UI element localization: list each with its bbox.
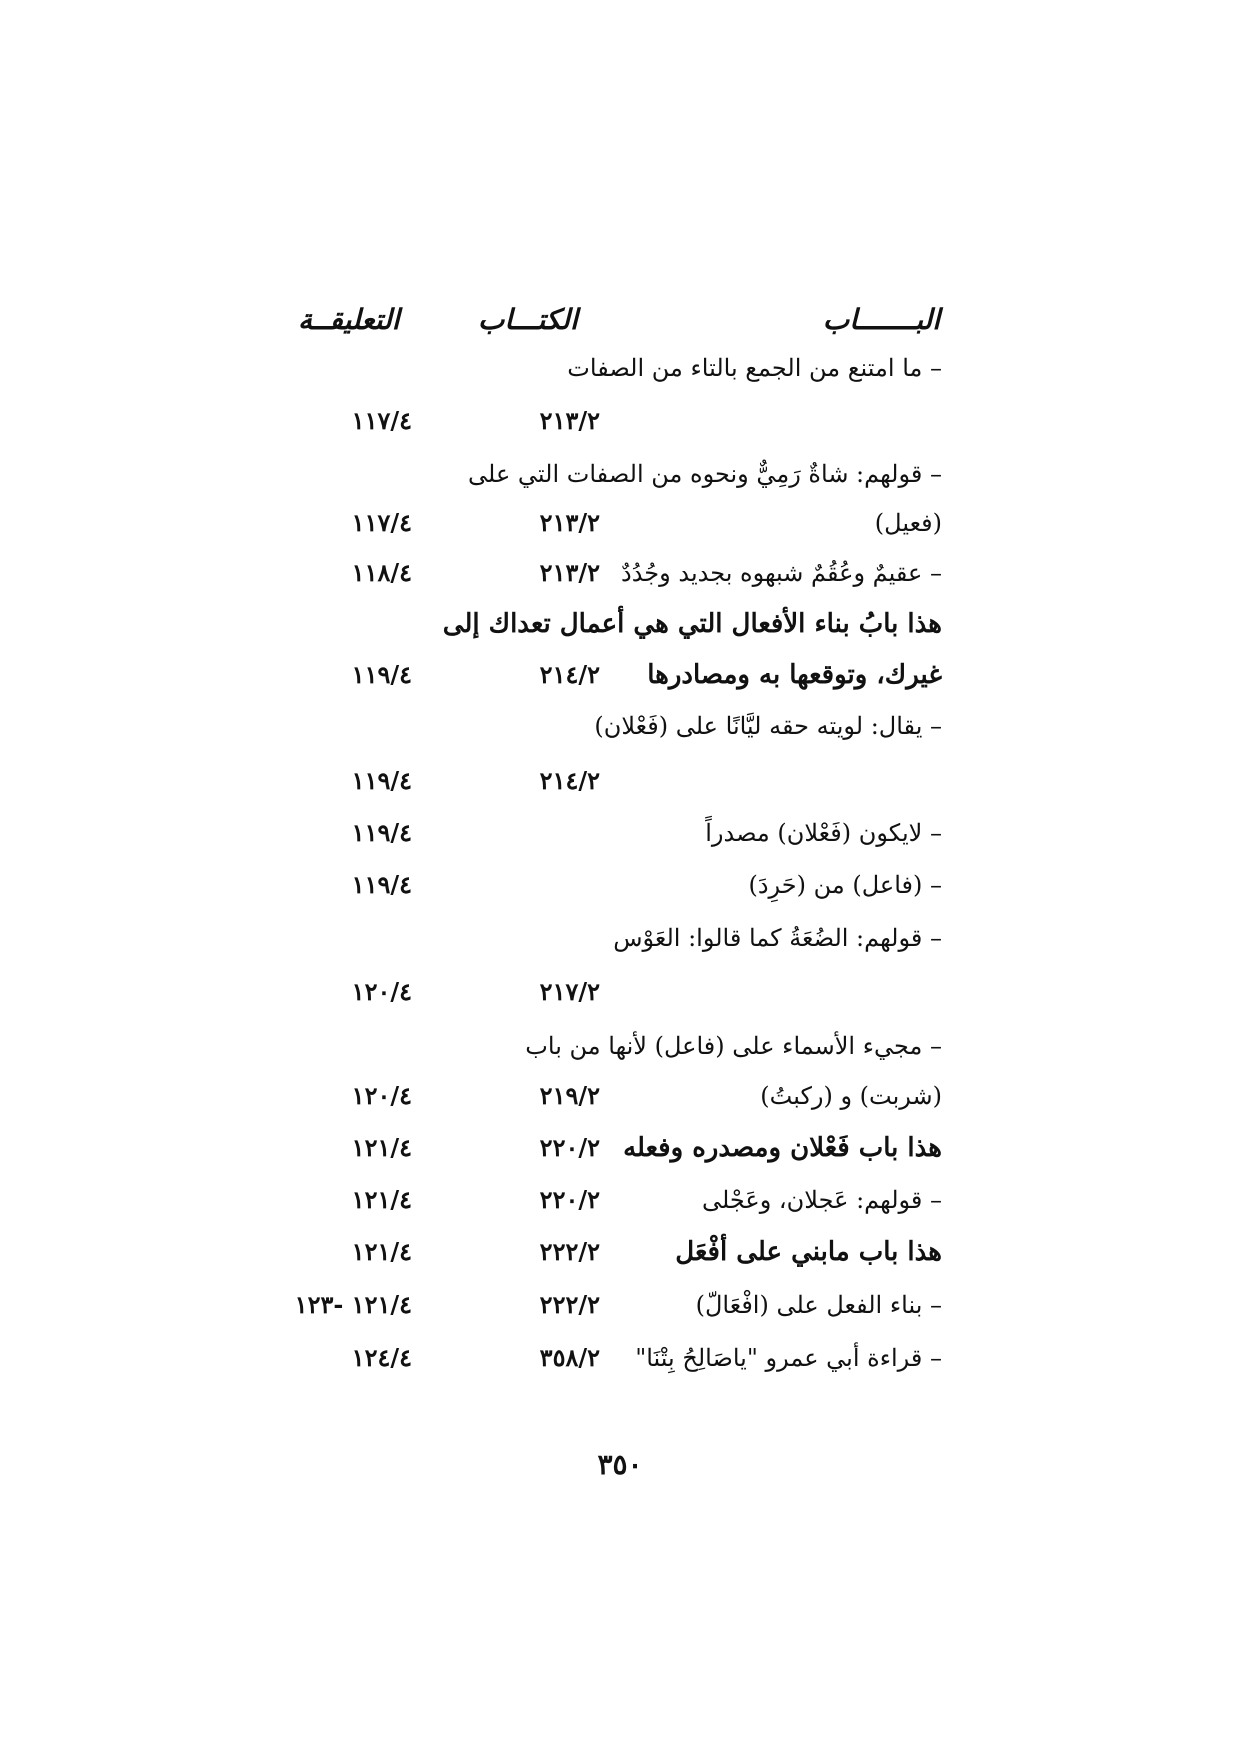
row-kitab-ref: ٢١٣/٢ xyxy=(539,406,600,435)
row-kitab-ref: ٢٢٠/٢ xyxy=(539,1133,600,1162)
section-heading xyxy=(0,1123,1240,1173)
index-row xyxy=(0,1071,1240,1121)
header-kitab: الكتـــاب xyxy=(478,303,578,336)
row-taliq-ref: ١١٨/٤ xyxy=(351,558,412,587)
row-taliq-ref: ١١٧/٤ xyxy=(351,406,412,435)
index-row xyxy=(0,498,1240,548)
page-number: ٣٥٠ xyxy=(597,1448,643,1481)
index-row xyxy=(0,913,1240,963)
row-kitab-ref: ٢١٤/٢ xyxy=(539,766,600,795)
row-taliq-ref: ١١٩/٤ xyxy=(351,818,412,847)
row-kitab-ref: ٢١٧/٢ xyxy=(539,977,600,1006)
row-text: – قراءة أبي عمرو "ياصَالِحُ بِتْنَا" xyxy=(635,1344,942,1372)
row-text: – ما امتنع من الجمع بالتاء من الصفات xyxy=(567,354,942,382)
index-row xyxy=(0,1021,1240,1071)
section-heading xyxy=(0,1227,1240,1277)
index-row xyxy=(0,756,1240,806)
row-taliq-ref: ١١٧/٤ xyxy=(351,508,412,537)
row-taliq-ref: ١٢١/٤ xyxy=(351,1133,412,1162)
index-row xyxy=(0,808,1240,858)
row-text: – قولهم: عَجلان، وعَجْلى xyxy=(701,1186,942,1214)
row-text: – عقيمٌ وعُقُمٌ شبهوه بجديد وجُدُدٌ xyxy=(621,559,942,587)
row-text: – يقال: لويته حقه ليَّانًا على (فَعْلان) xyxy=(594,712,942,740)
row-text: غيرك، وتوقعها به ومصادرها xyxy=(647,660,942,690)
row-text: هذا باب مابني على أفْعَل xyxy=(675,1237,942,1267)
row-taliq-ref: ١٢٠/٤ xyxy=(351,977,412,1006)
row-text: هذا باب فَعْلان ومصدره وفعله xyxy=(623,1133,942,1163)
row-taliq-ref: ١١٩/٤ xyxy=(351,870,412,899)
index-row xyxy=(0,860,1240,910)
row-kitab-ref: ٢٢٢/٢ xyxy=(539,1237,600,1266)
row-text: – مجيء الأسماء على (فاعل) لأنها من باب xyxy=(525,1032,942,1060)
row-taliq-ref: ١٢٤/٤ xyxy=(351,1343,412,1372)
section-heading xyxy=(0,650,1240,700)
row-kitab-ref: ٢١٣/٢ xyxy=(539,558,600,587)
row-taliq-ref: ١١٩/٤ xyxy=(351,766,412,795)
row-kitab-ref: ٢١٣/٢ xyxy=(539,508,600,537)
index-row xyxy=(0,701,1240,751)
row-taliq-ref: ١٢٠/٤ xyxy=(351,1081,412,1110)
index-row xyxy=(0,396,1240,446)
row-taliq-ref: ١٢١/٤ xyxy=(351,1237,412,1266)
row-text: – لايكون (فَعْلان) مصدراً xyxy=(705,819,942,847)
header-bab: البـــــــاب xyxy=(822,303,940,336)
index-row xyxy=(0,1333,1240,1383)
row-taliq-ref: ١٢١/٤ xyxy=(351,1185,412,1214)
row-kitab-ref: ٣٥٨/٢ xyxy=(539,1343,600,1372)
section-heading xyxy=(0,599,1240,649)
row-text: (شربت) و (ركبتُ) xyxy=(760,1082,942,1110)
row-text: – (فاعل) من (حَرِدَ) xyxy=(748,871,942,899)
row-text: هذا بابُ بناء الأفعال التي هي أعمال تعداك إلى xyxy=(442,609,942,639)
row-kitab-ref: ٢١٩/٢ xyxy=(539,1081,600,1110)
row-kitab-ref: ٢١٤/٢ xyxy=(539,660,600,689)
row-text: – قولهم: الضُعَةُ كما قالوا: العَوْس xyxy=(613,924,942,952)
row-taliq-ref: ١١٩/٤ xyxy=(351,660,412,689)
row-text: – بناء الفعل على (افْعَالّ) xyxy=(695,1291,942,1319)
row-kitab-ref: ٢٢٠/٢ xyxy=(539,1185,600,1214)
index-row xyxy=(0,1280,1240,1330)
index-row xyxy=(0,967,1240,1017)
row-text: (فعيل) xyxy=(874,509,942,537)
row-taliq-ref: ١٢١/٤ -١٢٣ xyxy=(294,1290,412,1319)
row-text: – قولهم: شاةٌ رَمِيٌّ ونحوه من الصفات التي على xyxy=(468,460,942,488)
index-row xyxy=(0,343,1240,393)
index-row xyxy=(0,449,1240,499)
header-taliq: التعليقــة xyxy=(298,303,400,336)
index-row xyxy=(0,1175,1240,1225)
row-kitab-ref: ٢٢٢/٢ xyxy=(539,1290,600,1319)
index-row xyxy=(0,548,1240,598)
